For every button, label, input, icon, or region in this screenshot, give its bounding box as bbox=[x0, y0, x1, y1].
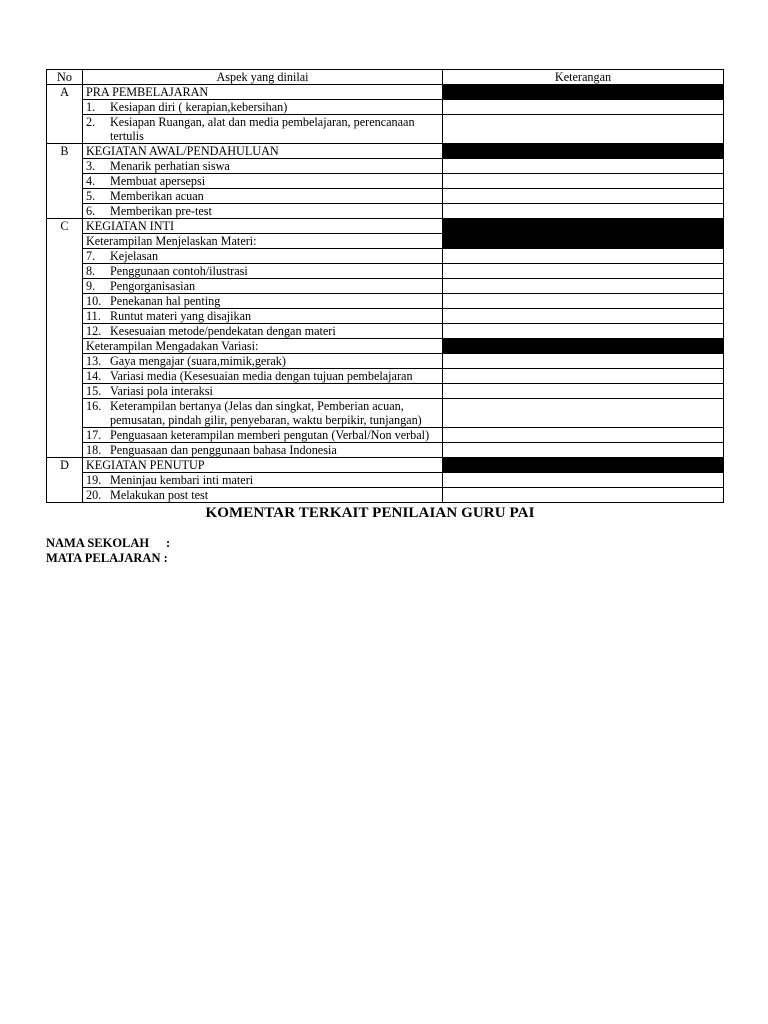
note-cell-shaded bbox=[443, 219, 724, 234]
table-row bbox=[47, 309, 724, 324]
section-row bbox=[47, 458, 724, 473]
note-cell[interactable] bbox=[443, 354, 724, 369]
aspect-item bbox=[86, 399, 439, 427]
table-row bbox=[47, 399, 724, 428]
item-number: 10. bbox=[86, 294, 102, 308]
aspect-cell bbox=[83, 264, 443, 279]
table-row bbox=[47, 473, 724, 488]
table-row bbox=[47, 249, 724, 264]
note-cell-shaded bbox=[443, 234, 724, 249]
item-text: Variasi pola interaksi bbox=[110, 384, 213, 398]
school-colon: : bbox=[166, 536, 171, 550]
table-row bbox=[47, 369, 724, 384]
item-text: Kejelasan bbox=[110, 249, 159, 263]
aspect-item bbox=[86, 115, 439, 143]
aspect-item bbox=[86, 443, 439, 457]
aspect-item bbox=[86, 473, 439, 487]
aspect-cell bbox=[83, 189, 443, 204]
note-cell[interactable] bbox=[443, 159, 724, 174]
table-row bbox=[47, 264, 724, 279]
table-row bbox=[47, 159, 724, 174]
note-cell-shaded bbox=[443, 85, 724, 100]
aspect-item bbox=[86, 159, 439, 173]
item-number: 18. bbox=[86, 443, 102, 457]
aspect-cell bbox=[83, 115, 443, 144]
aspect-item bbox=[86, 369, 439, 383]
aspect-cell bbox=[83, 473, 443, 488]
item-text: Variasi media (Kesesuaian media dengan tujuan pembelajaran bbox=[110, 369, 413, 383]
aspect-cell bbox=[83, 294, 443, 309]
aspect-cell bbox=[83, 159, 443, 174]
item-text: Kesiapan diri ( kerapian,kebersihan) bbox=[110, 100, 288, 114]
item-number: 11. bbox=[86, 309, 101, 323]
note-cell[interactable] bbox=[443, 369, 724, 384]
aspect-item bbox=[86, 428, 439, 442]
note-cell-shaded bbox=[443, 458, 724, 473]
table-header-row bbox=[47, 70, 724, 85]
table-row bbox=[47, 174, 724, 189]
aspect-item bbox=[86, 204, 439, 218]
section-letter: D bbox=[47, 458, 83, 503]
item-number: 12. bbox=[86, 324, 102, 338]
item-number: 6. bbox=[86, 204, 96, 218]
header-aspect: Aspek yang dinilai bbox=[83, 70, 443, 85]
aspect-cell bbox=[83, 204, 443, 219]
item-number: 2. bbox=[86, 115, 96, 129]
section-row bbox=[47, 144, 724, 159]
aspect-cell bbox=[83, 174, 443, 189]
table-row bbox=[47, 384, 724, 399]
item-number: 8. bbox=[86, 264, 96, 278]
section-title: KEGIATAN INTI bbox=[83, 219, 443, 234]
item-text: Menarik perhatian siswa bbox=[110, 159, 230, 173]
note-cell[interactable] bbox=[443, 384, 724, 399]
item-text: Membuat apersepsi bbox=[110, 174, 206, 188]
aspect-item bbox=[86, 324, 439, 338]
table-row bbox=[47, 189, 724, 204]
note-cell[interactable] bbox=[443, 309, 724, 324]
header-note: Keterangan bbox=[443, 70, 724, 85]
item-number: 9. bbox=[86, 279, 96, 293]
table-row bbox=[47, 324, 724, 339]
aspect-item bbox=[86, 354, 439, 368]
subsection-label: Keterampilan Menjelaskan Materi: bbox=[83, 234, 443, 249]
comment-title: KOMENTAR TERKAIT PENILAIAN GURU PAI bbox=[205, 505, 535, 521]
table-row bbox=[47, 488, 724, 503]
item-text: Penekanan hal penting bbox=[110, 294, 221, 308]
note-cell-shaded bbox=[443, 339, 724, 354]
section-title: KEGIATAN PENUTUP bbox=[83, 458, 443, 473]
note-cell[interactable] bbox=[443, 100, 724, 115]
table-row bbox=[47, 279, 724, 294]
table-row bbox=[47, 443, 724, 458]
item-number: 15. bbox=[86, 384, 102, 398]
section-letter: B bbox=[47, 144, 83, 219]
table-row bbox=[47, 115, 724, 144]
aspect-item bbox=[86, 189, 439, 203]
note-cell[interactable] bbox=[443, 443, 724, 458]
subsection-label: Keterampilan Mengadakan Variasi: bbox=[83, 339, 443, 354]
aspect-cell bbox=[83, 309, 443, 324]
table-row bbox=[47, 204, 724, 219]
section-row bbox=[47, 85, 724, 100]
note-cell[interactable] bbox=[443, 249, 724, 264]
aspect-item bbox=[86, 279, 439, 293]
note-cell[interactable] bbox=[443, 115, 724, 144]
aspect-cell bbox=[83, 488, 443, 503]
table-body bbox=[47, 85, 724, 503]
aspect-item bbox=[86, 100, 439, 114]
school-label: NAMA SEKOLAH bbox=[46, 536, 150, 550]
item-number: 7. bbox=[86, 249, 96, 263]
item-text: Penguasaan dan penggunaan bahasa Indonesia bbox=[110, 443, 337, 457]
item-number: 16. bbox=[86, 399, 102, 413]
note-cell[interactable] bbox=[443, 399, 724, 428]
aspect-cell bbox=[83, 399, 443, 428]
assessment-table bbox=[46, 69, 724, 503]
aspect-cell bbox=[83, 443, 443, 458]
item-text: Gaya mengajar (suara,mimik,gerak) bbox=[110, 354, 286, 368]
item-text: Pengorganisasian bbox=[110, 279, 196, 293]
aspect-cell bbox=[83, 249, 443, 264]
note-cell[interactable] bbox=[443, 428, 724, 443]
item-text: Melakukan post test bbox=[110, 488, 209, 502]
subject-row bbox=[46, 551, 723, 566]
note-cell[interactable] bbox=[443, 324, 724, 339]
item-text: Memberikan acuan bbox=[110, 189, 204, 203]
item-text: Penggunaan contoh/ilustrasi bbox=[110, 264, 248, 278]
table-row bbox=[47, 100, 724, 115]
aspect-cell bbox=[83, 384, 443, 399]
item-text: Keterampilan bertanya (Jelas dan singkat, Pemberian acuan, pemusatan, pindah gilir, penyebaran, waktu berpikir, tunjangan) bbox=[110, 399, 422, 427]
note-cell[interactable] bbox=[443, 488, 724, 503]
subsection-row bbox=[47, 339, 724, 354]
item-text: Memberikan pre-test bbox=[110, 204, 212, 218]
item-number: 19. bbox=[86, 473, 102, 487]
aspect-cell bbox=[83, 100, 443, 115]
note-cell[interactable] bbox=[443, 204, 724, 219]
aspect-item bbox=[86, 488, 439, 502]
aspect-item bbox=[86, 249, 439, 263]
aspect-item bbox=[86, 384, 439, 398]
section-letter: A bbox=[47, 85, 83, 144]
item-number: 20. bbox=[86, 488, 102, 502]
section-title: KEGIATAN AWAL/PENDAHULUAN bbox=[83, 144, 443, 159]
item-text: Runtut materi yang disajikan bbox=[110, 309, 252, 323]
table-row bbox=[47, 428, 724, 443]
aspect-cell bbox=[83, 354, 443, 369]
item-number: 1. bbox=[86, 100, 96, 114]
aspect-cell bbox=[83, 369, 443, 384]
aspect-item bbox=[86, 264, 439, 278]
item-number: 17. bbox=[86, 428, 102, 442]
subsection-row bbox=[47, 234, 724, 249]
note-cell[interactable] bbox=[443, 189, 724, 204]
subject-label: MATA PELAJARAN : bbox=[46, 551, 168, 565]
meta-block bbox=[46, 536, 723, 566]
section-row bbox=[47, 219, 724, 234]
aspect-cell bbox=[83, 324, 443, 339]
item-text: Kesiapan Ruangan, alat dan media pembelajaran, perencanaan tertulis bbox=[110, 115, 415, 143]
aspect-item bbox=[86, 294, 439, 308]
table-row bbox=[47, 294, 724, 309]
note-cell[interactable] bbox=[443, 264, 724, 279]
item-number: 5. bbox=[86, 189, 96, 203]
section-letter: C bbox=[47, 219, 83, 458]
note-cell[interactable] bbox=[443, 174, 724, 189]
item-text: Meninjau kembari inti materi bbox=[110, 473, 254, 487]
section-title: PRA PEMBELAJARAN bbox=[83, 85, 443, 100]
note-cell[interactable] bbox=[443, 473, 724, 488]
item-number: 13. bbox=[86, 354, 102, 368]
note-cell[interactable] bbox=[443, 279, 724, 294]
assessment-sheet bbox=[46, 69, 723, 566]
note-cell[interactable] bbox=[443, 294, 724, 309]
item-text: Kesesuaian metode/pendekatan dengan materi bbox=[110, 324, 336, 338]
aspect-item bbox=[86, 174, 439, 188]
item-number: 4. bbox=[86, 174, 96, 188]
note-cell-shaded bbox=[443, 144, 724, 159]
school-row bbox=[46, 536, 723, 551]
item-text: Penguasaan keterampilan memberi pengutan (Verbal/Non verbal) bbox=[110, 428, 430, 442]
table-row bbox=[47, 354, 724, 369]
aspect-item bbox=[86, 309, 439, 323]
item-number: 3. bbox=[86, 159, 96, 173]
header-no: No bbox=[47, 70, 83, 85]
aspect-cell bbox=[83, 428, 443, 443]
aspect-cell bbox=[83, 279, 443, 294]
item-number: 14. bbox=[86, 369, 102, 383]
